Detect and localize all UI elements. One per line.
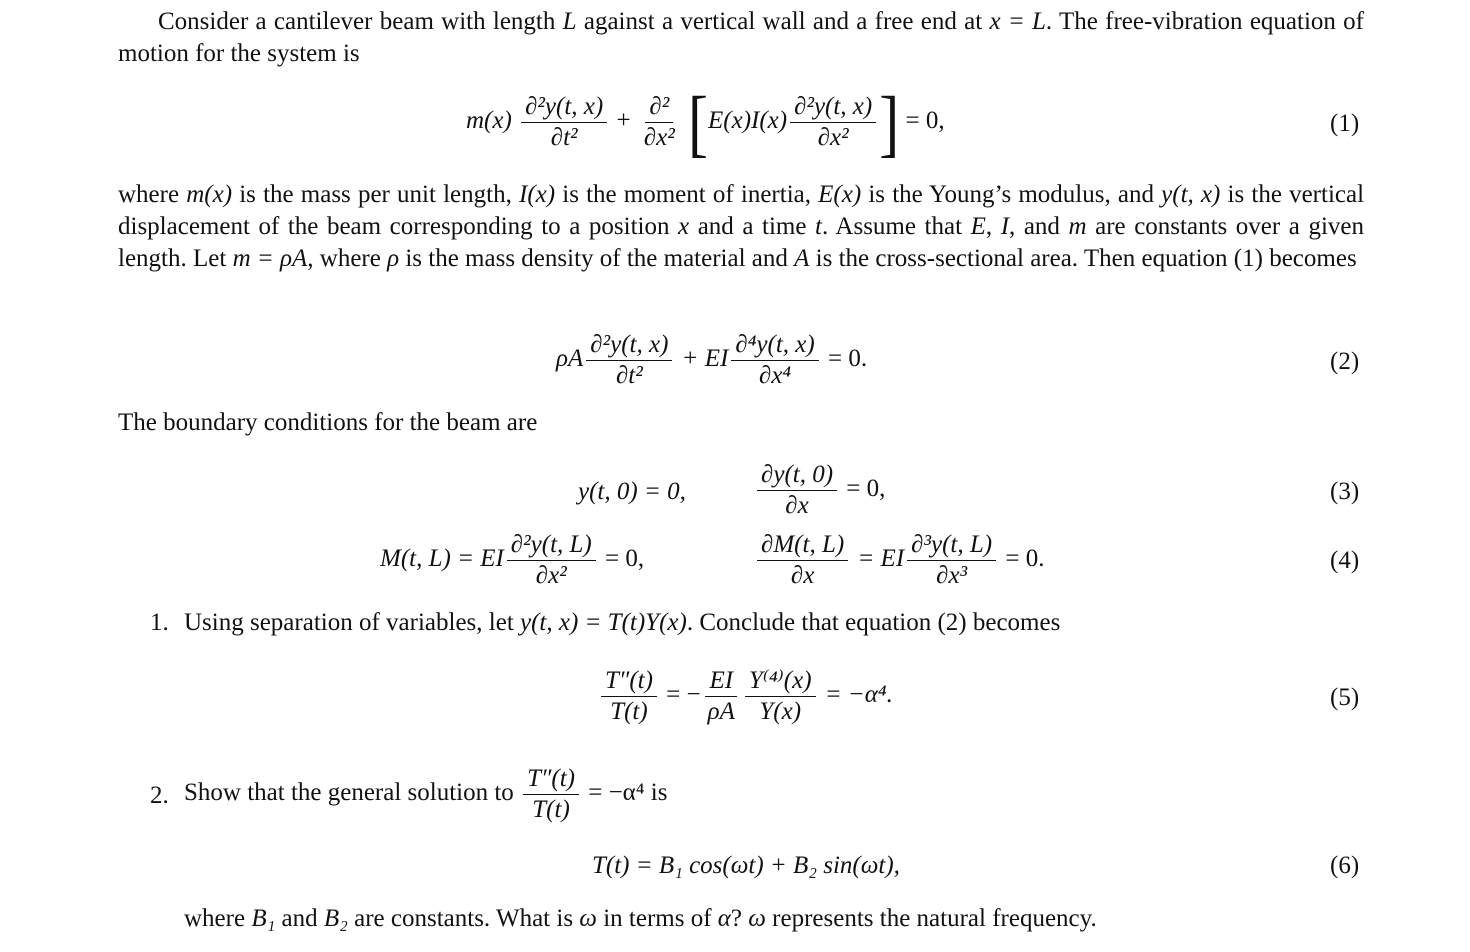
math-EI-x: E(x)I(x) bbox=[708, 107, 788, 135]
math-M-tL: M(t, L) = EI bbox=[380, 545, 504, 573]
math-E: E bbox=[970, 213, 986, 240]
equation-2 bbox=[556, 330, 867, 391]
equation-rhs: = 0, bbox=[905, 107, 945, 135]
text: . Assume that bbox=[821, 213, 963, 240]
math-eq-minus: = − bbox=[666, 681, 701, 709]
math-I: I bbox=[1000, 213, 1010, 240]
denominator: ∂t² bbox=[615, 362, 643, 389]
math-eq-EI: = EI bbox=[857, 545, 905, 573]
text: Show that the general solution to bbox=[184, 779, 514, 807]
text: is the mass per unit length, bbox=[239, 181, 512, 208]
equation-rhs: = −α⁴ is bbox=[588, 779, 668, 807]
text: and bbox=[281, 905, 318, 932]
numerator: T″(t) bbox=[523, 764, 579, 795]
math-y-tx: y(t, x) bbox=[1161, 181, 1221, 208]
numerator: ∂³y(t, L) bbox=[907, 530, 996, 561]
numerator: T″(t) bbox=[601, 666, 657, 697]
denominator: ∂x bbox=[785, 492, 809, 519]
math-x: x bbox=[678, 213, 690, 240]
list-item-2-text bbox=[184, 764, 667, 825]
denominator: ρA bbox=[707, 698, 735, 725]
numerator: ∂² bbox=[645, 92, 673, 123]
fraction bbox=[601, 666, 657, 727]
fraction bbox=[745, 666, 816, 727]
fraction bbox=[507, 530, 596, 591]
equation-3-left: y(t, 0) = 0, bbox=[578, 478, 686, 505]
math-rhoA: ρA bbox=[556, 345, 584, 373]
text: , bbox=[985, 213, 993, 240]
math-m-rhoA: m = ρA bbox=[232, 245, 308, 272]
math-B1: B₁ bbox=[251, 905, 276, 932]
denominator: T(t) bbox=[532, 796, 570, 823]
math-t: t bbox=[815, 213, 822, 240]
equation-number-6: (6) bbox=[1330, 852, 1360, 879]
text: Using separation of variables, let bbox=[184, 609, 514, 636]
left-bracket: [ bbox=[688, 81, 708, 164]
math-L: L bbox=[562, 8, 577, 35]
fraction bbox=[586, 330, 672, 391]
text: , where bbox=[307, 245, 381, 272]
fraction bbox=[704, 666, 739, 727]
math-omega: ω bbox=[748, 905, 766, 932]
intro-text: against a vertical wall and a free end at bbox=[583, 8, 983, 35]
list-item-number: 1. bbox=[150, 609, 169, 636]
equation-5 bbox=[598, 666, 893, 727]
equation-rhs: = 0. bbox=[827, 345, 868, 373]
equation-6: T(t) = B₁ cos(ωt) + B₂ sin(ωt), bbox=[592, 852, 900, 879]
final-question bbox=[184, 903, 1097, 935]
numerator: ∂M(t, L) bbox=[757, 530, 848, 561]
math-A: A bbox=[794, 245, 810, 272]
fraction bbox=[907, 530, 996, 591]
text: where bbox=[184, 905, 246, 932]
math-E-x: E(x) bbox=[818, 181, 862, 208]
text: ? bbox=[730, 905, 743, 932]
text: in terms of bbox=[603, 905, 712, 932]
denominator: T(t) bbox=[610, 698, 648, 725]
bc-intro: The boundary conditions for the beam are bbox=[118, 409, 538, 436]
numerator: ∂²y(t, x) bbox=[521, 92, 607, 123]
text: is the mass density of the material and bbox=[405, 245, 788, 272]
denominator: ∂x² bbox=[817, 124, 849, 151]
text: are constants over a given length. Let bbox=[118, 213, 1364, 272]
equation-4-right bbox=[754, 530, 1044, 591]
where-paragraph bbox=[118, 179, 1364, 275]
text: is the moment of inertia, bbox=[562, 181, 811, 208]
fraction bbox=[640, 92, 679, 153]
list-item-number: 2. bbox=[150, 782, 169, 809]
text: is the Young’s modulus, and bbox=[868, 181, 1154, 208]
equation-number-1: (1) bbox=[1330, 110, 1360, 137]
math-m-x: m(x) bbox=[186, 181, 233, 208]
text: . Conclude that equation (2) becomes bbox=[686, 609, 1061, 636]
fraction bbox=[523, 764, 579, 825]
equation-4-left bbox=[380, 530, 644, 591]
numerator: Y⁽⁴⁾(x) bbox=[745, 666, 816, 697]
math-m: m bbox=[1068, 213, 1087, 240]
text: represents the natural frequency. bbox=[772, 905, 1097, 932]
text: and a time bbox=[697, 213, 807, 240]
denominator: ∂x³ bbox=[936, 562, 968, 589]
math-plus-EI: + EI bbox=[681, 345, 729, 373]
text: where bbox=[118, 181, 180, 208]
denominator: ∂x bbox=[790, 562, 815, 589]
fraction bbox=[757, 530, 848, 591]
numerator: ∂²y(t, x) bbox=[586, 330, 672, 361]
text: is the cross-sectional area. Then equation (1) becomes bbox=[815, 245, 1357, 272]
math-omega: ω bbox=[579, 905, 597, 932]
math-alpha: α bbox=[717, 905, 731, 932]
numerator: ∂²y(t, L) bbox=[507, 530, 596, 561]
equation-number-5: (5) bbox=[1330, 684, 1360, 711]
numerator: ∂y(t, 0) bbox=[757, 460, 837, 491]
equation-number-3: (3) bbox=[1330, 478, 1360, 505]
denominator: ∂t² bbox=[550, 124, 578, 151]
math-B2: B₂ bbox=[323, 905, 348, 932]
equation-1: m(x) $\frac{\text{∂²y(t, x)}}{\text{∂t²}}$ + $\frac{\text{∂²}}{\text{∂x²}}$ [E(x)I(x) $\frac{\text{∂²y(t, x)}}{\text{∂x²}}$ ] = 0, bbox=[466, 81, 945, 164]
fraction bbox=[790, 92, 876, 153]
math-x-eq-L: x = L bbox=[989, 8, 1046, 35]
equation-rhs: = 0. bbox=[1005, 545, 1045, 573]
numerator: ∂²y(t, x) bbox=[790, 92, 876, 123]
denominator: ∂x² bbox=[643, 124, 675, 151]
denominator: ∂x⁴ bbox=[758, 362, 792, 389]
fraction bbox=[521, 92, 607, 153]
intro-text: . The free-vibration equation of motion for the system is bbox=[118, 8, 1365, 67]
equation-rhs: = 0, bbox=[605, 545, 645, 573]
denominator: ∂x² bbox=[535, 562, 567, 589]
equation-rhs: = −α⁴. bbox=[824, 681, 893, 709]
fraction bbox=[757, 460, 837, 521]
right-bracket: ] bbox=[879, 81, 900, 164]
text: , and bbox=[1009, 213, 1060, 240]
equation-3-right bbox=[754, 460, 885, 521]
denominator: Y(x) bbox=[759, 698, 802, 725]
text: are constants. What is bbox=[354, 905, 574, 932]
math-I-x: I(x) bbox=[519, 181, 556, 208]
equation-number-4: (4) bbox=[1330, 547, 1360, 574]
fraction bbox=[731, 330, 818, 391]
math-m-x: m(x) bbox=[466, 107, 512, 135]
math-rho: ρ bbox=[387, 245, 400, 272]
equation-rhs: = 0, bbox=[846, 475, 886, 503]
equation-number-2: (2) bbox=[1330, 348, 1360, 375]
intro-text: Consider a cantilever beam with length bbox=[158, 8, 556, 35]
numerator: ∂⁴y(t, x) bbox=[731, 330, 818, 361]
intro-paragraph bbox=[118, 6, 1364, 70]
math-separation: y(t, x) = T(t)Y(x) bbox=[520, 609, 687, 636]
list-item-1-text bbox=[184, 607, 1060, 639]
text: is the vertical displacement of the beam corresponding to a position bbox=[118, 181, 1365, 240]
numerator: EI bbox=[705, 666, 737, 697]
